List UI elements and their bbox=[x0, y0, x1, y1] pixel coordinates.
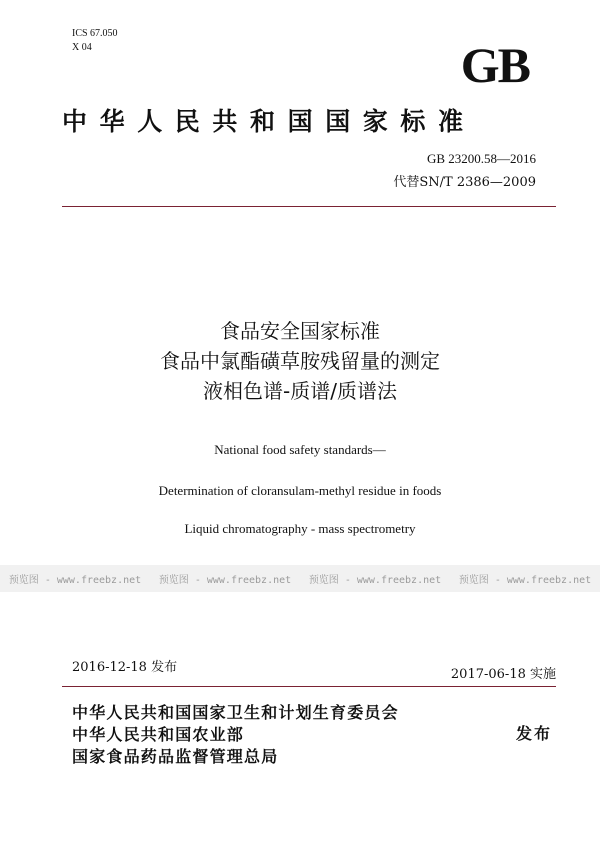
ics-code: ICS 67.050 bbox=[72, 28, 118, 39]
watermark-band bbox=[0, 565, 600, 592]
chinese-title bbox=[0, 316, 600, 406]
title-line-2: 食品中氯酯磺草胺残留量的测定 bbox=[160, 349, 440, 373]
issuing-authorities bbox=[72, 702, 399, 768]
standard-number: GB 23200.58—2016 bbox=[426, 151, 536, 166]
issuer-line: 国家食品药品监督管理总局 bbox=[72, 747, 279, 766]
watermark-text: 预览图 - www.freebz.net bbox=[158, 575, 292, 586]
implementation-date: 2017-06-18 实施 bbox=[450, 667, 556, 682]
watermark-text: 预览图 - www.freebz.net bbox=[458, 575, 592, 586]
national-standard-heading: 中华人民共和国国家标准 bbox=[62, 107, 476, 136]
replaces-standard: 代替SN/T 2386—2009 bbox=[393, 175, 536, 190]
issue-date: 2016-12-18 发布 bbox=[72, 660, 178, 675]
english-title-line-1: National food safety standards— bbox=[214, 442, 386, 457]
gb-logo: GB bbox=[460, 37, 529, 93]
title-line-1: 食品安全国家标准 bbox=[220, 319, 380, 343]
publish-label: 发布 bbox=[515, 724, 552, 743]
watermark-text: 预览图 - www.freebz.net bbox=[8, 575, 142, 586]
title-line-3: 液相色谱-质谱/质谱法 bbox=[203, 379, 397, 403]
top-divider bbox=[62, 206, 556, 207]
issuer-line: 中华人民共和国国家卫生和计划生育委员会 bbox=[72, 703, 399, 722]
watermark-text: 预览图 - www.freebz.net bbox=[308, 575, 442, 586]
issuer-line: 中华人民共和国农业部 bbox=[72, 725, 245, 744]
english-title-line-2: Determination of cloransulam-methyl residue in foods bbox=[158, 483, 442, 498]
english-title-line-3: Liquid chromatography - mass spectrometry bbox=[184, 521, 416, 536]
bottom-divider bbox=[62, 686, 556, 687]
classification-code: X 04 bbox=[72, 42, 92, 53]
